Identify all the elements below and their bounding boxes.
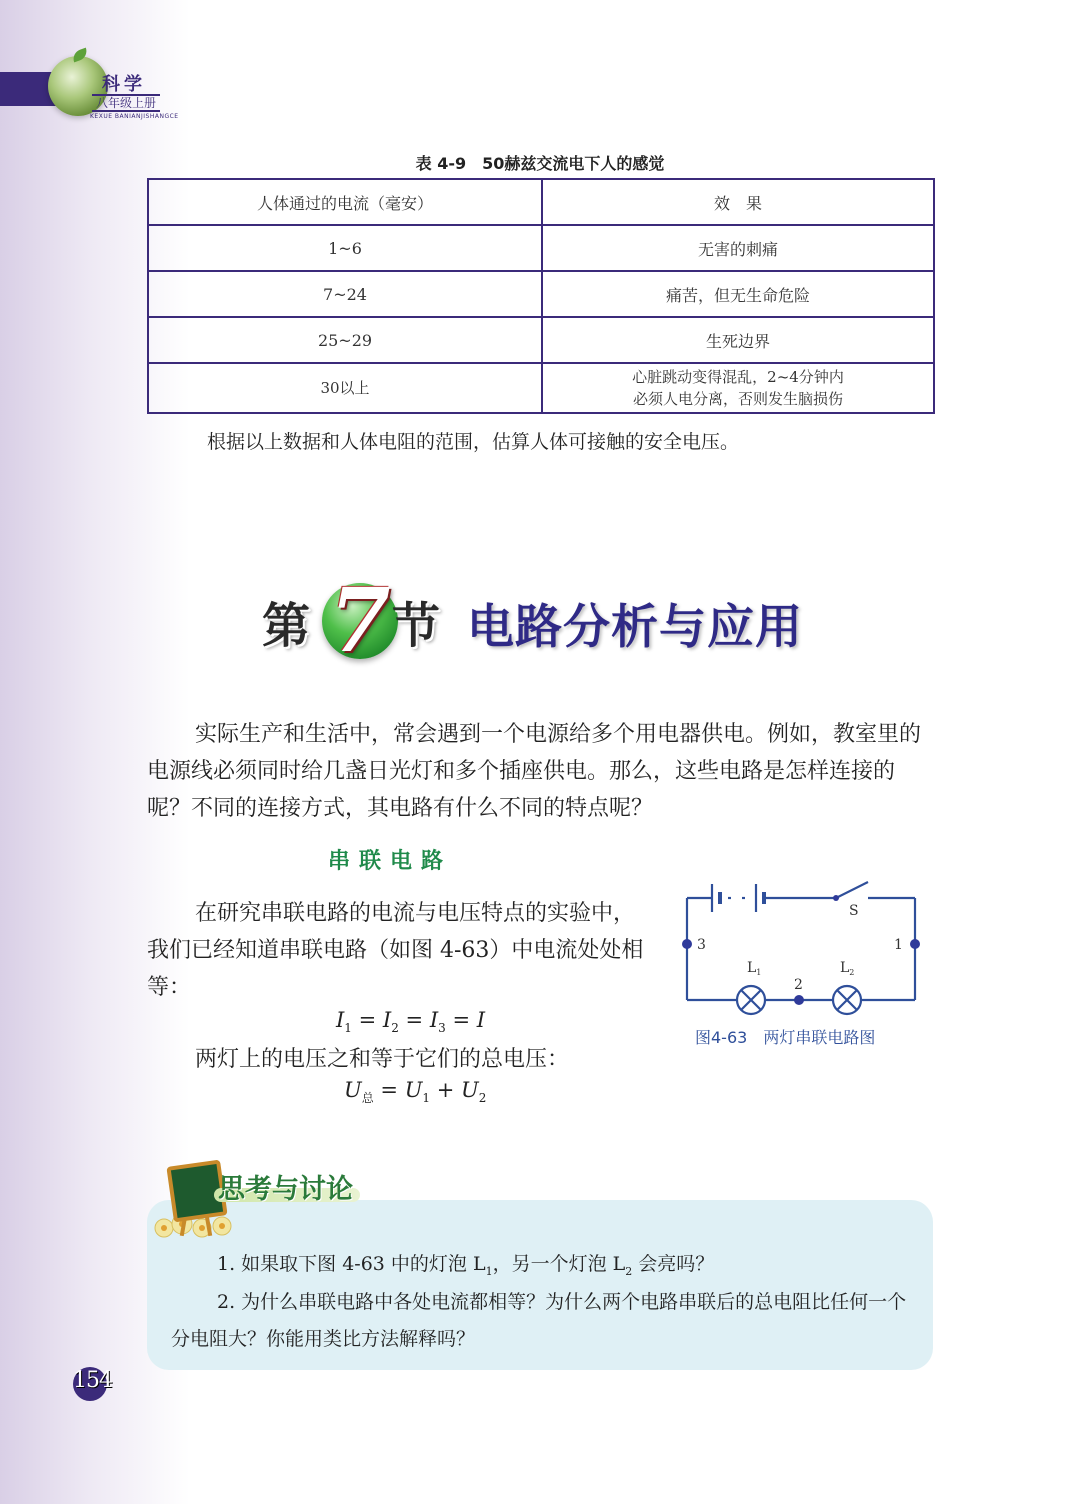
table-row [148,271,934,317]
discussion-title: 思考与讨论 [218,1174,353,1205]
section-title: 电路分析与应用 [467,600,803,655]
series-paragraph: 在研究串联电路的电流与电压特点的实验中，我们已经知道串联电路（如图 4-63）中电流处处相等： [147,901,644,1000]
discussion-question-1: 1. 如果取下图 4-63 中的灯泡 $L_1$，另一个灯泡 $L_2$ 会亮吗？ [217,1253,715,1278]
table-header-row [148,179,934,225]
section-suffix: 节 [392,598,441,654]
current-formula: $I_1 = I_2 = I_3 = I$ [336,1008,486,1036]
node-1-dot [910,939,920,949]
table-cell: 25~29 [148,317,542,363]
table-cell: 1~6 [148,225,542,271]
book-subject: 科学 [102,74,146,95]
switch-pivot [833,895,839,901]
voltage-text: 两灯上的电压之和等于它们的总电压： [195,1047,570,1072]
table-caption: 表 4-9 50赫兹交流电下人的感觉 [415,154,665,173]
discussion-question-2: 2. 为什么串联电路中各处电流都相等？为什么两个电路串联后的总电阻比任何一个分电阻大？你能用类比方法解释吗？ [171,1291,907,1350]
series-circuit-diagram [672,872,932,1022]
voltage-formula: $U_总 = U_1 + U_2$ [344,1078,487,1106]
book-pinyin: KEXUE BANIANJISHANGCE [90,113,179,120]
sensation-table [147,178,935,414]
lamp-l1-label: $L_1$ [747,960,762,977]
table-cell: 7~24 [148,271,542,317]
page-number: 154 [73,1368,112,1393]
table-header-cell: 效 果 [542,179,934,225]
table-cell: 30以上 [148,363,542,413]
table-cell [542,363,934,413]
table-cell: 无害的刺痛 [542,225,934,271]
node-3-label: 3 [697,937,706,953]
switch-blade [836,882,868,898]
switch-label: S [849,903,859,919]
table-row [148,363,934,413]
table-row [148,225,934,271]
node-1-label: 1 [894,937,903,953]
table-note: 根据以上数据和人体电阻的范围，估算人体可接触的安全电压。 [207,431,740,453]
table-cell: 生死边界 [542,317,934,363]
section-prefix: 第 [262,598,311,654]
figure-caption: 图4-63 两灯串联电路图 [695,1028,876,1047]
table-header-cell: 人体通过的电流（毫安） [148,179,542,225]
table-cell: 痛苦，但无生命危险 [542,271,934,317]
node-2-label: 2 [794,977,803,993]
table-cell-line: 必须人电分离，否则发生脑损伤 [632,390,843,408]
intro-paragraph: 实际生产和生活中，常会遇到一个电源给多个用电器供电。例如，教室里的电源线必须同时给几盏日光灯和多个插座供电。那么，这些电路是怎样连接的呢？不同的连接方式，其电路有什么不同的特点呢？ [147,722,922,821]
subsection-heading: 串联电路 [328,849,453,874]
table-cell-line: 心脏跳动变得混乱，2~4分钟内 [632,368,844,386]
node-2-dot [794,995,804,1005]
section-number: 7 [329,568,391,672]
book-grade: 八年级上册 [92,94,160,112]
table-row [148,317,934,363]
node-3-dot [682,939,692,949]
lamp-l2-label: $L_2$ [840,960,855,977]
